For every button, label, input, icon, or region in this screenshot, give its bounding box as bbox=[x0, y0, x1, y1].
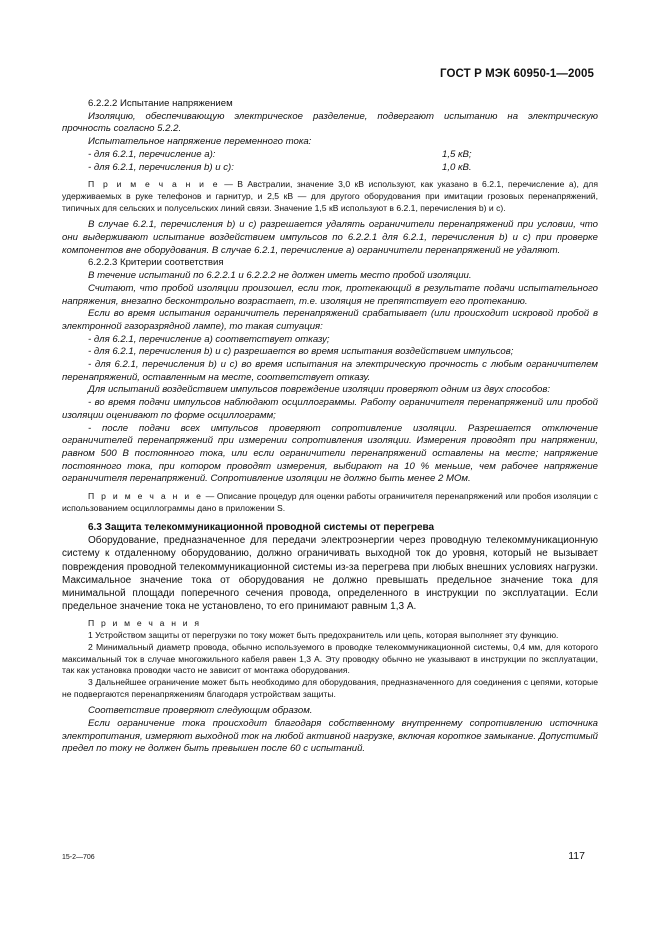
note-item: 3 Дальнейшее ограничение может быть необходимо для оборудования, предназначенного для соединения с цепями, которые не подвергаются перенапряжениям благодаря устройствам защиты. bbox=[62, 676, 598, 699]
note bbox=[62, 179, 598, 214]
list-item: - для 6.2.1, перечисление а) соответствует отказу; bbox=[88, 333, 330, 345]
document-body bbox=[62, 98, 598, 756]
voltage-row bbox=[62, 149, 598, 162]
paragraph: Испытательное напряжение переменного тока: bbox=[88, 136, 312, 148]
page-number: 117 bbox=[568, 850, 585, 862]
paragraph: Оборудование, предназначенное для передачи электроэнергии через проводную телекоммуникационную систему к отдаленному оборудованию, должно ограничивать выходной ток до уровня, который не вызывает повреждения проводной телекоммуникационной системы из-за перегрева при любых внешних условиях нагрузки. Максимальное значение тока от оборудования не должно превышать предельное значение тока для минимальной площади поперечного сечения провода, определенного в инструкции по эксплуатации. Если предельное значение тока не установлено, то его принимают равным 1,3 А. bbox=[62, 535, 598, 613]
section-63-title: 6.3 Защита телекоммуникационной проводной системы от перегрева bbox=[88, 521, 435, 533]
list-item: - во время подачи импульсов наблюдают осциллограммы. Работу ограничителя перенапряжений или пробой изоляции оценивают по форме осциллограмм; bbox=[62, 397, 598, 421]
note-text: — В Австралии, значение 3,0 кВ используют, как указано в 6.2.1, перечисление а), для удерживаемых в руке телефонов и гарнитур, и 2,5 кВ — для другого оборудования при имитации грозовых перенапряжений, типичных для сельских и полусельских линий связи. Значение 1,5 кВ используют в 6.2.1, перечисления b) и с). bbox=[62, 179, 598, 213]
paragraph: Считают, что пробой изоляции произошел, если ток, протекающий в результате подачи испытательного напряжения, внезапно бесконтрольно возрастает, т.е. изоляция не препятствует его протеканию. bbox=[62, 282, 598, 307]
document-header: ГОСТ Р МЭК 60950-1—2005 bbox=[440, 68, 594, 80]
list-item: - для 6.2.1, перечисления b) и с) разрешается во время испытания воздействием импульсов; bbox=[88, 346, 514, 358]
paragraph: В течение испытаний по 6.2.2.1 и 6.2.2.2 не должен иметь место пробой изоляции. bbox=[88, 270, 472, 282]
voltage-row-value: 1,5 кВ; bbox=[442, 148, 472, 160]
note-label: П р и м е ч а н и е bbox=[88, 491, 204, 502]
notes-label: П р и м е ч а н и я bbox=[88, 618, 202, 629]
note bbox=[62, 491, 598, 514]
paragraph: В случае 6.2.1, перечисления b) и с) разрешается удалять ограничители перенапряжений при условии, что они выдерживают испытание воздействием импульсов по 6.2.2.1 для 6.2.1, перечисления b) и с) при проверке компонентов вне оборудования. В случае 6.2.1, перечисление а) ограничители перенапряжений не удаляют. bbox=[62, 219, 598, 256]
voltage-row-label: - для 6.2.1, перечисление а): bbox=[88, 148, 216, 160]
list-item: - после подачи всех импульсов проверяют сопротивление изоляции. Разрешается отключение ограничителей перенапряжений при измерении сопротивления изоляции. Измерения проводят при напряжении, равном 500 В постоянного тока, или если ограничители перенапряжений оставлены на месте; напряжение постоянного тока, при котором проводят измерения, выбирают на 10 % меньше, чем рабочее напряжение ограничителя перенапряжений. Сопротивление изоляции не должно быть менее 2 МОм. bbox=[62, 422, 598, 485]
voltage-row-label: - для 6.2.1, перечисления b) и с): bbox=[88, 161, 234, 173]
note-item: 2 Минимальный диаметр провода, обычно используемого в проводке телекоммуникационной системы, 0,4 мм, для которого максимальный ток в случае многожильного кабеля равен 1,3 А. Эту проводку обычно не указывают в инструкции по эксплуатации, так как установка проводки часто не зависит от монтажа оборудования. bbox=[62, 641, 598, 676]
paragraph: Если ограничение тока происходит благодаря собственному внутреннему сопротивлению источника электропитания, измеряют выходной ток на любой активной нагрузке, включая короткое замыкание. Допустимый предел по току не должен быть превышен после 60 с испытаний. bbox=[62, 718, 598, 755]
paragraph: Для испытаний воздействием импульсов повреждение изоляции проверяют одним из двух способов: bbox=[88, 384, 551, 396]
section-6223-title: 6.2.2.3 Критерии соответствия bbox=[88, 257, 224, 269]
paragraph: Изоляцию, обеспечивающую электрическое разделение, подвергают испытанию на электрическую прочность согласно 5.2.2. bbox=[62, 110, 598, 135]
paragraph: Соответствие проверяют следующим образом. bbox=[88, 705, 313, 717]
print-code: 15-2—706 bbox=[62, 854, 95, 861]
voltage-row bbox=[62, 162, 598, 175]
note-item: 1 Устройством защиты от перегрузки по току может быть предохранитель или цепь, которая выполняет эту функцию. bbox=[88, 630, 559, 641]
list-item: - для 6.2.1, перечисления b) и с) во время испытания на электрическую прочность с любым ограничителем перенапряжений, оставленным на месте, соответствует отказу. bbox=[62, 359, 598, 383]
voltage-row-value: 1,0 кВ. bbox=[442, 161, 472, 173]
paragraph: Если во время испытания ограничитель перенапряжений срабатывает (или происходит искровой пробой в электронной газоразрядной лампе), то такая ситуация: bbox=[62, 308, 598, 332]
section-6222-title: 6.2.2.2 Испытание напряжением bbox=[88, 98, 233, 109]
note-text: — Описание процедур для оценки работы ограничителя перенапряжений или пробоя изоляции с использованием осциллограммы дано в приложении S. bbox=[62, 491, 598, 513]
note-label: П р и м е ч а н и е bbox=[88, 179, 220, 190]
